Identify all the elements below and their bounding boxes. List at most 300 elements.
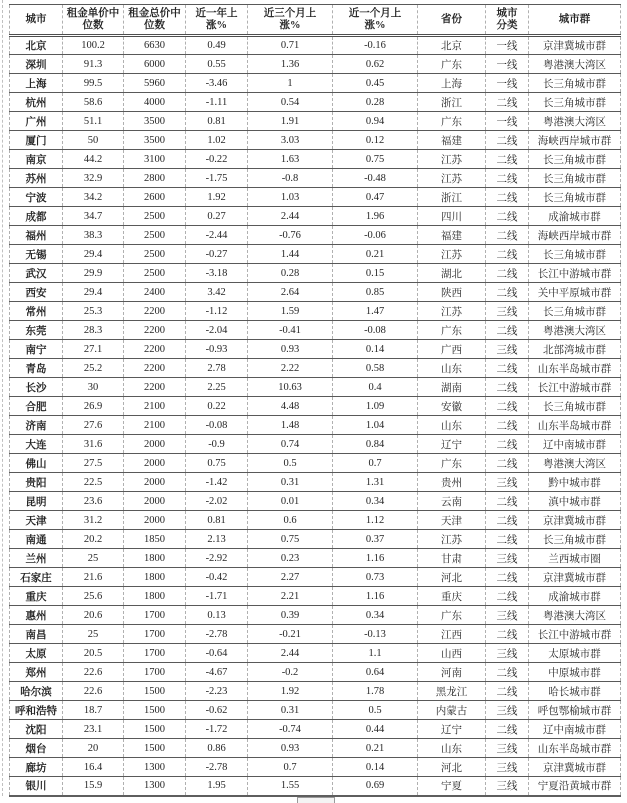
table-row <box>10 131 621 150</box>
table-row <box>10 55 621 74</box>
cell-cluster: 长三角城市群 <box>529 530 621 549</box>
cell-province: 辽宁 <box>418 435 486 454</box>
cell-change-3m: 0.7 <box>248 758 333 777</box>
cell-change-3m: 2.27 <box>248 568 333 587</box>
cell-province: 湖南 <box>418 378 486 397</box>
col-header-cluster-line1: 城市群 <box>558 13 591 25</box>
cell-change-1y: 3.42 <box>186 283 248 302</box>
cell-tier: 二线 <box>486 530 529 549</box>
cell-change-3m: 0.31 <box>248 473 333 492</box>
cell-change-1y: -2.92 <box>186 549 248 568</box>
cell-unit-price: 22.6 <box>63 682 124 701</box>
cell-change-3m: -0.41 <box>248 321 333 340</box>
cell-unit-price: 30 <box>63 378 124 397</box>
cell-cluster: 黔中城市群 <box>529 473 621 492</box>
city-rent-table <box>9 4 621 797</box>
cell-tier: 三线 <box>486 549 529 568</box>
cell-change-1m: 0.4 <box>333 378 418 397</box>
cell-province: 广东 <box>418 606 486 625</box>
cell-cluster: 成渝城市群 <box>529 587 621 606</box>
cell-unit-price: 18.7 <box>63 701 124 720</box>
cell-cluster: 京津冀城市群 <box>529 758 621 777</box>
cell-cluster: 太原城市群 <box>529 644 621 663</box>
cell-change-1y: -1.72 <box>186 720 248 739</box>
cell-change-1m: 0.85 <box>333 283 418 302</box>
table-row <box>10 74 621 93</box>
cell-change-1y: -3.18 <box>186 264 248 283</box>
cell-province: 山东 <box>418 739 486 758</box>
cell-total-price: 3500 <box>124 131 186 150</box>
cell-province: 江西 <box>418 625 486 644</box>
table-row <box>10 739 621 758</box>
cell-province: 江苏 <box>418 302 486 321</box>
cell-tier: 二线 <box>486 663 529 682</box>
cell-total-price: 4000 <box>124 93 186 112</box>
header-row <box>10 5 621 36</box>
cell-total-price: 2000 <box>124 473 186 492</box>
cell-cluster: 关中平原城市群 <box>529 283 621 302</box>
cell-tier: 二线 <box>486 720 529 739</box>
cell-change-3m: 1.59 <box>248 302 333 321</box>
cell-city: 成都 <box>10 207 63 226</box>
table-row <box>10 359 621 378</box>
cell-province: 广东 <box>418 321 486 340</box>
cell-cluster: 京津冀城市群 <box>529 36 621 55</box>
cell-total-price: 1850 <box>124 530 186 549</box>
cell-change-1m: 1.1 <box>333 644 418 663</box>
left-edge-line <box>2 0 3 796</box>
cell-change-1m: 0.73 <box>333 568 418 587</box>
cell-tier: 三线 <box>486 473 529 492</box>
cell-province: 湖北 <box>418 264 486 283</box>
cell-unit-price: 91.3 <box>63 55 124 74</box>
col-header-total-price-line1: 租金总价中 <box>128 7 181 19</box>
cell-cluster: 长江中游城市群 <box>529 625 621 644</box>
cell-province: 山西 <box>418 644 486 663</box>
cell-province: 山东 <box>418 359 486 378</box>
cell-change-1y: -0.62 <box>186 701 248 720</box>
cell-change-1y: -0.42 <box>186 568 248 587</box>
cell-total-price: 2200 <box>124 359 186 378</box>
table-row <box>10 511 621 530</box>
cell-tier: 二线 <box>486 682 529 701</box>
cell-cluster: 长三角城市群 <box>529 150 621 169</box>
cell-change-3m: 1.44 <box>248 245 333 264</box>
cell-change-3m: 0.75 <box>248 530 333 549</box>
cell-tier: 一线 <box>486 36 529 55</box>
cell-change-1y: -0.64 <box>186 644 248 663</box>
col-header-total-price <box>124 5 186 36</box>
cell-province: 安徽 <box>418 397 486 416</box>
cell-change-3m: -0.2 <box>248 663 333 682</box>
cell-tier: 二线 <box>486 150 529 169</box>
cell-tier: 二线 <box>486 93 529 112</box>
cell-city: 西安 <box>10 283 63 302</box>
cell-city: 烟台 <box>10 739 63 758</box>
cell-tier: 一线 <box>486 74 529 93</box>
cell-tier: 一线 <box>486 55 529 74</box>
cell-total-price: 1700 <box>124 644 186 663</box>
cell-total-price: 3100 <box>124 150 186 169</box>
cell-change-1m: 0.7 <box>333 454 418 473</box>
table-row <box>10 435 621 454</box>
cell-change-1m: 0.58 <box>333 359 418 378</box>
cell-total-price: 1800 <box>124 568 186 587</box>
cell-unit-price: 20.5 <box>63 644 124 663</box>
cell-change-1m: 0.64 <box>333 663 418 682</box>
col-header-change-3m-line1: 近三个月上 <box>263 7 317 19</box>
cell-tier: 二线 <box>486 188 529 207</box>
cell-province: 河北 <box>418 758 486 777</box>
cell-unit-price: 25.6 <box>63 587 124 606</box>
cell-tier: 二线 <box>486 245 529 264</box>
cell-change-3m: -0.76 <box>248 226 333 245</box>
table-row <box>10 549 621 568</box>
cell-change-1m: -0.48 <box>333 169 418 188</box>
cell-province: 上海 <box>418 74 486 93</box>
cell-total-price: 1500 <box>124 720 186 739</box>
cell-cluster: 粤港澳大湾区 <box>529 321 621 340</box>
cell-tier: 二线 <box>486 359 529 378</box>
col-header-change-1y <box>186 5 248 36</box>
cell-total-price: 3500 <box>124 112 186 131</box>
cell-province: 福建 <box>418 226 486 245</box>
cell-change-1m: 0.47 <box>333 188 418 207</box>
cell-change-3m: 2.22 <box>248 359 333 378</box>
cell-province: 贵州 <box>418 473 486 492</box>
cell-city: 福州 <box>10 226 63 245</box>
cell-change-3m: 0.6 <box>248 511 333 530</box>
cell-tier: 三线 <box>486 777 529 796</box>
cell-province: 山东 <box>418 416 486 435</box>
cell-change-1y: 0.22 <box>186 397 248 416</box>
cell-tier: 二线 <box>486 587 529 606</box>
cell-change-1m: 0.15 <box>333 264 418 283</box>
cell-cluster: 呼包鄂榆城市群 <box>529 701 621 720</box>
cell-unit-price: 50 <box>63 131 124 150</box>
cell-cluster: 京津冀城市群 <box>529 568 621 587</box>
cell-cluster: 粤港澳大湾区 <box>529 55 621 74</box>
cell-city: 南京 <box>10 150 63 169</box>
table-row <box>10 378 621 397</box>
table-row <box>10 777 621 796</box>
cell-change-1m: 1.78 <box>333 682 418 701</box>
cell-tier: 二线 <box>486 131 529 150</box>
cell-province: 重庆 <box>418 587 486 606</box>
cell-province: 四川 <box>418 207 486 226</box>
cell-province: 福建 <box>418 131 486 150</box>
cell-cluster: 长三角城市群 <box>529 169 621 188</box>
cell-city: 佛山 <box>10 454 63 473</box>
cell-change-1m: 0.84 <box>333 435 418 454</box>
cell-change-1m: 0.14 <box>333 758 418 777</box>
cell-tier: 二线 <box>486 207 529 226</box>
cell-change-3m: 0.39 <box>248 606 333 625</box>
cell-cluster: 兰西城市圈 <box>529 549 621 568</box>
cell-unit-price: 27.1 <box>63 340 124 359</box>
cell-change-3m: 0.28 <box>248 264 333 283</box>
cell-province: 江苏 <box>418 150 486 169</box>
cell-unit-price: 23.6 <box>63 492 124 511</box>
cell-tier: 二线 <box>486 321 529 340</box>
cell-cluster: 长三角城市群 <box>529 93 621 112</box>
cell-change-1m: 1.04 <box>333 416 418 435</box>
col-header-cluster <box>529 5 621 36</box>
cell-city: 济南 <box>10 416 63 435</box>
cell-change-3m: 1.36 <box>248 55 333 74</box>
cell-total-price: 1500 <box>124 682 186 701</box>
cell-change-1m: 1.16 <box>333 587 418 606</box>
cell-change-1m: 0.94 <box>333 112 418 131</box>
cell-change-1y: 2.25 <box>186 378 248 397</box>
cell-change-1y: -2.23 <box>186 682 248 701</box>
cell-province: 广东 <box>418 112 486 131</box>
cell-tier: 二线 <box>486 511 529 530</box>
cell-unit-price: 44.2 <box>63 150 124 169</box>
cell-unit-price: 31.6 <box>63 435 124 454</box>
table-row <box>10 264 621 283</box>
cell-change-1y: 0.81 <box>186 112 248 131</box>
cell-city: 东莞 <box>10 321 63 340</box>
cell-total-price: 1800 <box>124 587 186 606</box>
table-row <box>10 758 621 777</box>
cell-city: 长沙 <box>10 378 63 397</box>
col-header-change-1m <box>333 5 418 36</box>
col-header-unit-price-line2: 位数 <box>82 19 104 31</box>
cell-total-price: 2800 <box>124 169 186 188</box>
cell-cluster: 辽中南城市群 <box>529 720 621 739</box>
cell-change-3m: 2.21 <box>248 587 333 606</box>
cell-change-1m: 0.5 <box>333 701 418 720</box>
cell-total-price: 1700 <box>124 625 186 644</box>
cell-unit-price: 20 <box>63 739 124 758</box>
cell-cluster: 长三角城市群 <box>529 245 621 264</box>
cell-change-3m: 0.71 <box>248 36 333 55</box>
cell-cluster: 粤港澳大湾区 <box>529 606 621 625</box>
cell-change-1y: -1.11 <box>186 93 248 112</box>
cell-change-3m: 0.93 <box>248 340 333 359</box>
table-row <box>10 283 621 302</box>
cell-province: 广东 <box>418 454 486 473</box>
cell-change-1y: 0.86 <box>186 739 248 758</box>
table-row <box>10 245 621 264</box>
cell-unit-price: 38.3 <box>63 226 124 245</box>
cell-total-price: 2400 <box>124 283 186 302</box>
cell-tier: 二线 <box>486 397 529 416</box>
cell-change-1m: 1.09 <box>333 397 418 416</box>
cell-cluster: 哈长城市群 <box>529 682 621 701</box>
cell-city: 南昌 <box>10 625 63 644</box>
cell-change-1y: -1.71 <box>186 587 248 606</box>
cell-change-1y: 0.49 <box>186 36 248 55</box>
cell-change-3m: 10.63 <box>248 378 333 397</box>
cell-change-1y: -4.67 <box>186 663 248 682</box>
cell-change-1y: -0.22 <box>186 150 248 169</box>
cell-change-1m: 0.34 <box>333 606 418 625</box>
cell-tier: 一线 <box>486 112 529 131</box>
cell-total-price: 2200 <box>124 302 186 321</box>
table-row <box>10 530 621 549</box>
cell-tier: 三线 <box>486 739 529 758</box>
col-header-tier-line2: 分类 <box>496 19 518 31</box>
cell-change-1m: 0.21 <box>333 245 418 264</box>
cell-city: 厦门 <box>10 131 63 150</box>
cell-cluster: 滇中城市群 <box>529 492 621 511</box>
col-header-tier-line1: 城市 <box>496 7 518 19</box>
cell-province: 天津 <box>418 511 486 530</box>
cell-change-3m: 2.44 <box>248 644 333 663</box>
cell-province: 内蒙古 <box>418 701 486 720</box>
col-header-change-3m <box>248 5 333 36</box>
cell-total-price: 6000 <box>124 55 186 74</box>
cell-cluster: 海峡西岸城市群 <box>529 131 621 150</box>
cell-change-1y: 0.27 <box>186 207 248 226</box>
cell-tier: 三线 <box>486 758 529 777</box>
cell-city: 武汉 <box>10 264 63 283</box>
cell-change-3m: 2.64 <box>248 283 333 302</box>
cell-change-1y: 0.55 <box>186 55 248 74</box>
cell-total-price: 1300 <box>124 758 186 777</box>
cell-change-1m: 0.12 <box>333 131 418 150</box>
cell-cluster: 长三角城市群 <box>529 188 621 207</box>
cell-change-1m: 1.96 <box>333 207 418 226</box>
col-header-city <box>10 5 63 36</box>
cell-tier: 三线 <box>486 606 529 625</box>
cell-total-price: 2000 <box>124 454 186 473</box>
cell-change-1y: -0.08 <box>186 416 248 435</box>
cell-tier: 二线 <box>486 568 529 587</box>
col-header-province <box>418 5 486 36</box>
cell-cluster: 粤港澳大湾区 <box>529 454 621 473</box>
cell-cluster: 长江中游城市群 <box>529 264 621 283</box>
cell-city: 惠州 <box>10 606 63 625</box>
cell-total-price: 2100 <box>124 397 186 416</box>
cell-unit-price: 25.2 <box>63 359 124 378</box>
cell-change-1m: 0.14 <box>333 340 418 359</box>
cell-tier: 三线 <box>486 644 529 663</box>
cell-province: 宁夏 <box>418 777 486 796</box>
cell-change-1m: 0.44 <box>333 720 418 739</box>
cell-change-3m: 1.03 <box>248 188 333 207</box>
cell-change-1m: -0.16 <box>333 36 418 55</box>
cell-total-price: 2200 <box>124 321 186 340</box>
cell-unit-price: 25.3 <box>63 302 124 321</box>
cell-total-price: 2200 <box>124 378 186 397</box>
col-header-change-1y-line2: 涨% <box>206 19 227 31</box>
table-row <box>10 36 621 55</box>
cell-total-price: 2100 <box>124 416 186 435</box>
cell-city: 呼和浩特 <box>10 701 63 720</box>
cell-change-1y: 0.75 <box>186 454 248 473</box>
cell-tier: 二线 <box>486 625 529 644</box>
col-header-tier <box>486 5 529 36</box>
cell-change-3m: -0.74 <box>248 720 333 739</box>
cell-total-price: 2200 <box>124 340 186 359</box>
cell-change-1y: -2.02 <box>186 492 248 511</box>
cell-total-price: 1500 <box>124 739 186 758</box>
cell-unit-price: 27.6 <box>63 416 124 435</box>
cell-change-3m: 1.92 <box>248 682 333 701</box>
cell-city: 南通 <box>10 530 63 549</box>
cell-city: 贵阳 <box>10 473 63 492</box>
cell-city: 太原 <box>10 644 63 663</box>
cell-change-1y: -1.42 <box>186 473 248 492</box>
cell-cluster: 辽中南城市群 <box>529 435 621 454</box>
cell-tier: 二线 <box>486 454 529 473</box>
table-row <box>10 473 621 492</box>
cell-unit-price: 15.9 <box>63 777 124 796</box>
table-row <box>10 150 621 169</box>
cell-city: 银川 <box>10 777 63 796</box>
cell-total-price: 1300 <box>124 777 186 796</box>
cell-total-price: 1700 <box>124 606 186 625</box>
cell-change-1m: -0.13 <box>333 625 418 644</box>
cell-city: 昆明 <box>10 492 63 511</box>
cell-change-3m: 4.48 <box>248 397 333 416</box>
cell-change-1y: -1.12 <box>186 302 248 321</box>
cell-change-1y: 2.78 <box>186 359 248 378</box>
cell-unit-price: 22.5 <box>63 473 124 492</box>
table-row <box>10 625 621 644</box>
table-row <box>10 568 621 587</box>
cell-unit-price: 29.4 <box>63 245 124 264</box>
cell-change-3m: 2.44 <box>248 207 333 226</box>
cell-unit-price: 58.6 <box>63 93 124 112</box>
cell-change-3m: -0.8 <box>248 169 333 188</box>
cell-total-price: 2500 <box>124 264 186 283</box>
cell-city: 兰州 <box>10 549 63 568</box>
cell-change-3m: 0.54 <box>248 93 333 112</box>
cell-province: 浙江 <box>418 93 486 112</box>
cell-unit-price: 34.7 <box>63 207 124 226</box>
cell-change-3m: 3.03 <box>248 131 333 150</box>
col-header-province-line1: 省份 <box>441 13 462 25</box>
table-row <box>10 644 621 663</box>
cell-cluster: 海峡西岸城市群 <box>529 226 621 245</box>
col-header-change-1m-line1: 近一个月上 <box>348 7 402 19</box>
cell-city: 广州 <box>10 112 63 131</box>
cell-change-1y: -2.78 <box>186 758 248 777</box>
cell-cluster: 北部湾城市群 <box>529 340 621 359</box>
col-header-total-price-line2: 位数 <box>144 19 165 31</box>
cell-change-1y: -2.44 <box>186 226 248 245</box>
table-row <box>10 454 621 473</box>
cell-change-1m: 1.12 <box>333 511 418 530</box>
cell-province: 辽宁 <box>418 720 486 739</box>
cell-tier: 二线 <box>486 492 529 511</box>
cell-city: 深圳 <box>10 55 63 74</box>
cell-change-1y: -0.93 <box>186 340 248 359</box>
cell-unit-price: 29.9 <box>63 264 124 283</box>
cell-total-price: 2500 <box>124 226 186 245</box>
cell-cluster: 长三角城市群 <box>529 302 621 321</box>
cell-city: 南宁 <box>10 340 63 359</box>
cell-cluster: 长三角城市群 <box>529 397 621 416</box>
cell-unit-price: 34.2 <box>63 188 124 207</box>
cell-change-1m: 1.47 <box>333 302 418 321</box>
cell-city: 天津 <box>10 511 63 530</box>
cell-change-3m: 1.63 <box>248 150 333 169</box>
cell-change-1m: 0.45 <box>333 74 418 93</box>
cell-change-3m: 0.5 <box>248 454 333 473</box>
cell-change-1m: 0.28 <box>333 93 418 112</box>
cell-change-1y: 0.81 <box>186 511 248 530</box>
cell-change-1m: 0.34 <box>333 492 418 511</box>
col-header-change-1y-line1: 近一年上 <box>195 7 238 19</box>
cell-unit-price: 25 <box>63 625 124 644</box>
cell-change-1y: -1.75 <box>186 169 248 188</box>
cell-province: 云南 <box>418 492 486 511</box>
